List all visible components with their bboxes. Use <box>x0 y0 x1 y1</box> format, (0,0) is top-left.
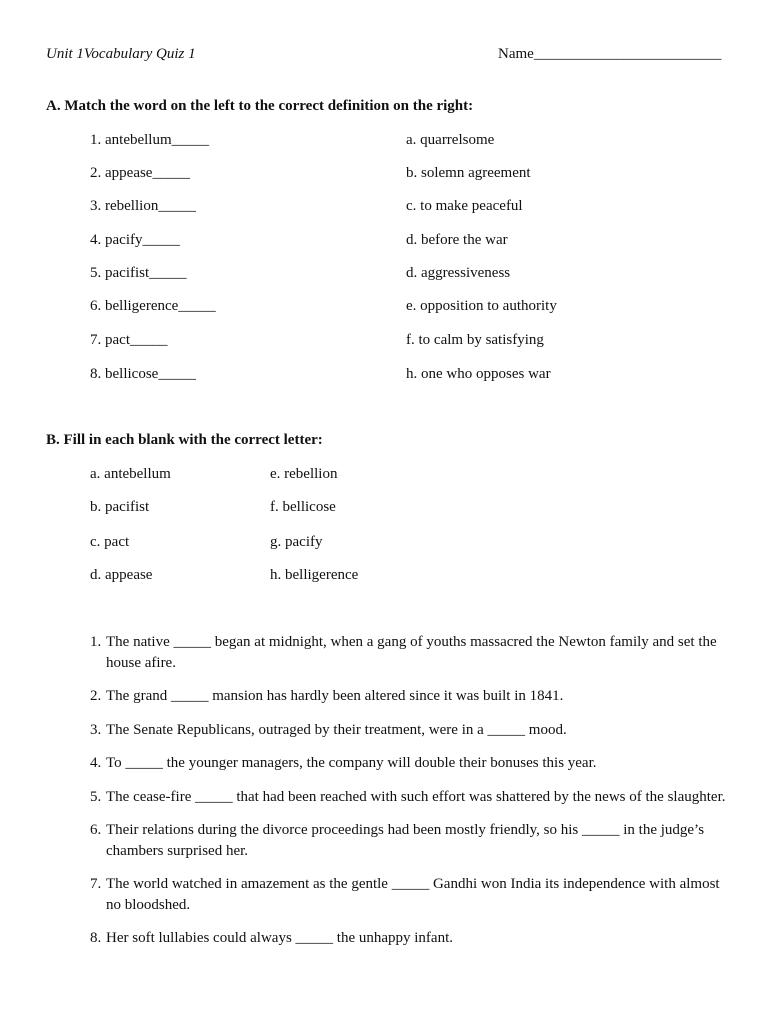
sentence-text: The native _____ began at midnight, when a gang of youths massacred the Newton family and set the house afire. <box>106 634 717 671</box>
sentence-item <box>90 632 730 673</box>
sentence-item <box>90 753 730 774</box>
sentence-text: Her soft lullabies could always _____ the unhappy infant. <box>106 930 454 946</box>
sentence-number: 5. <box>90 788 102 805</box>
word-bank-option: f. bellicose <box>270 499 336 515</box>
word-bank-option: c. pact <box>90 534 130 550</box>
sentence-number: 3. <box>90 721 102 738</box>
sentence-item <box>90 787 730 808</box>
sentence-number: 1. <box>90 634 102 650</box>
match-word: 8. bellicose_____ <box>90 366 196 382</box>
word-bank-option: g. pacify <box>270 534 323 550</box>
match-word: 7. pact_____ <box>90 332 168 348</box>
sentence-item <box>90 720 730 741</box>
sentence-number: 6. <box>90 822 102 838</box>
match-word: 5. pacifist_____ <box>90 265 187 281</box>
fill-in-sentences <box>90 632 730 962</box>
word-bank-option: a. antebellum <box>90 466 171 482</box>
match-word: 4. pacify_____ <box>90 232 180 248</box>
word-bank-option: d. appease <box>90 567 153 583</box>
sentence-number: 7. <box>90 876 102 892</box>
sentence-text: The Senate Republicans, outraged by their treatment, were in a _____ mood. <box>106 721 567 738</box>
sentence-text: Their relations during the divorce proceedings had been mostly friendly, so his _____ in the judge’s chambers surprised her. <box>106 822 705 859</box>
section-b-heading: B. Fill in each blank with the correct letter: <box>46 432 323 448</box>
match-word: 6. belligerence_____ <box>90 298 216 314</box>
sentence-number: 2. <box>90 688 102 704</box>
name-field: Name_________________________ <box>498 46 722 62</box>
match-word: 3. rebellion_____ <box>90 198 196 214</box>
word-bank-option: h. belligerence <box>270 567 359 583</box>
sentence-number: 8. <box>90 930 102 946</box>
sentence-text: The world watched in amazement as the gentle _____ Gandhi won India its independence with almost no bloodshed. <box>106 876 720 913</box>
match-definition: b. solemn agreement <box>406 165 531 181</box>
match-definition: d. aggressiveness <box>406 265 511 281</box>
match-definition: h. one who opposes war <box>406 366 551 382</box>
sentence-item <box>90 820 730 861</box>
match-definition: d. before the war <box>406 232 508 248</box>
match-definition: f. to calm by satisfying <box>406 332 544 348</box>
sentence-item <box>90 874 730 915</box>
match-word: 2. appease_____ <box>90 165 190 181</box>
sentence-text: The cease-fire _____ that had been reached with such effort was shattered by the news of the slaughter. <box>106 788 726 805</box>
match-definition: e. opposition to authority <box>406 298 557 314</box>
sentence-item <box>90 686 730 707</box>
quiz-title: Unit 1Vocabulary Quiz 1 <box>46 46 196 62</box>
match-definition: a. quarrelsome <box>406 132 495 148</box>
sentence-number: 4. <box>90 755 102 771</box>
match-word: 1. antebellum_____ <box>90 132 210 148</box>
word-bank-option: e. rebellion <box>270 466 338 482</box>
sentence-item <box>90 928 730 949</box>
section-a-heading: A. Match the word on the left to the correct definition on the right: <box>46 98 474 114</box>
sentence-text: The grand _____ mansion has hardly been altered since it was built in 1841. <box>106 688 564 704</box>
sentence-text: To _____ the younger managers, the company will double their bonuses this year. <box>106 755 597 771</box>
match-definition: c. to make peaceful <box>406 198 523 214</box>
word-bank-option: b. pacifist <box>90 499 150 515</box>
